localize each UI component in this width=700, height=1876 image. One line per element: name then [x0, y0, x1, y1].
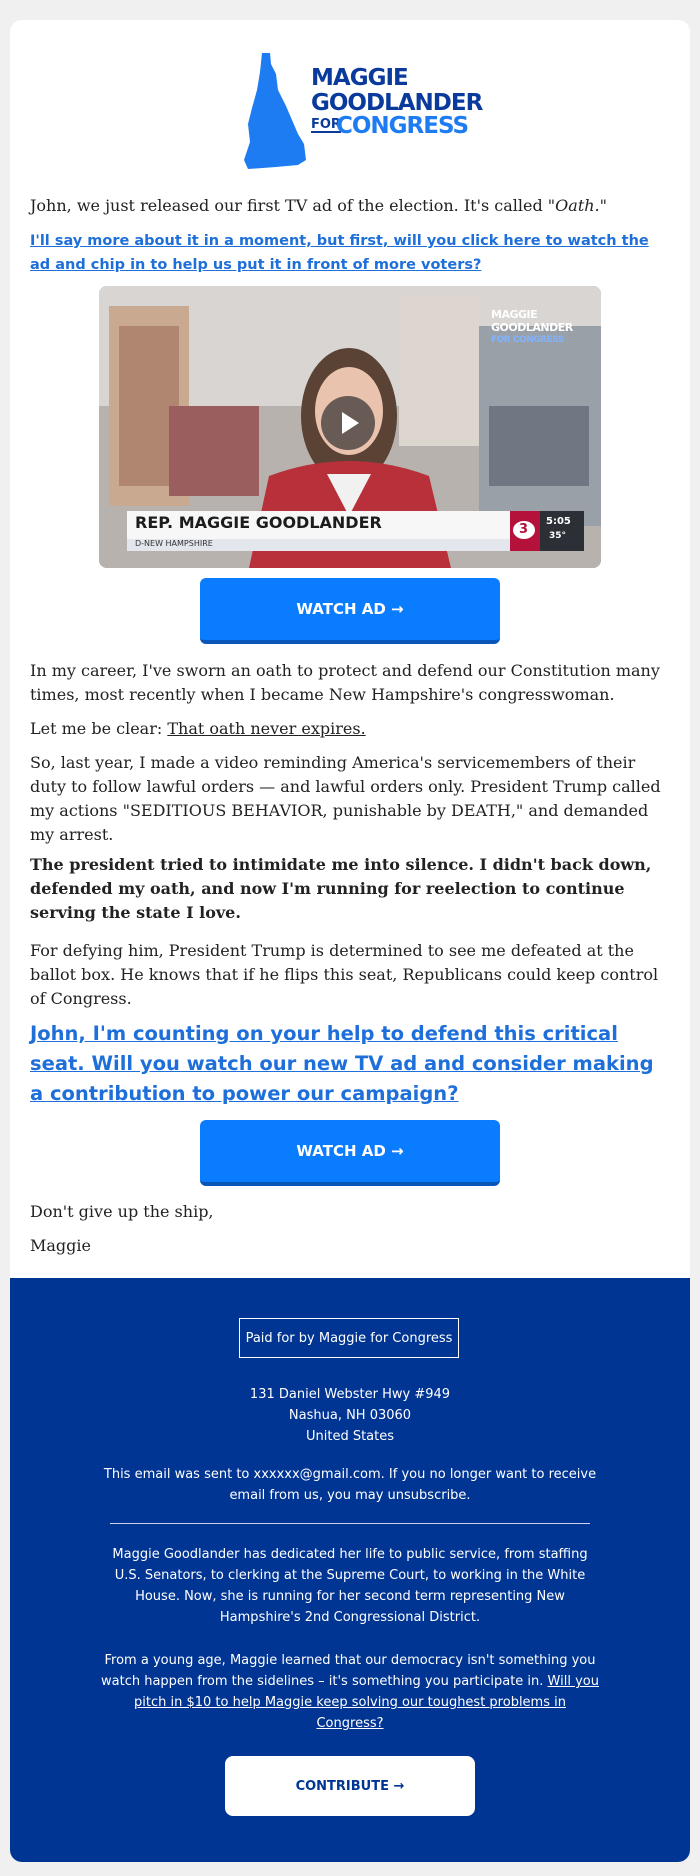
signoff: Don't give up the ship,	[30, 1202, 214, 1221]
watch-ad-button-2[interactable]: WATCH AD →	[200, 1120, 500, 1186]
paragraph-video: So, last year, I made a video reminding America's servicemembers of their duty to follow lawful orders — and lawful orders only. President Trump called my actions "SEDITIOUS BEHAVIOR, punishable by DEATH," and demanded my arrest.	[30, 753, 661, 844]
paragraph-career: In my career, I've sworn an oath to protect and defend our Constitution many times, most recently when I became New Hampshire's congresswoman.	[30, 661, 660, 704]
address-line-1: 131 Daniel Webster Hwy #949	[249, 1387, 451, 1402]
play-button[interactable]	[321, 396, 375, 450]
signature: Maggie	[30, 1236, 91, 1255]
paid-for-box: Paid for by Maggie for Congress	[239, 1318, 459, 1358]
paragraph-bold: The president tried to intimidate me into silence. I didn't back down, defended my oath, and now I'm running for reelection to continue serving the state I love.	[30, 855, 652, 922]
logo-line-maggie: MAGGIE	[311, 65, 408, 91]
paragraph-clear-text: Let me be clear:	[30, 719, 168, 738]
watch-ad-button-1[interactable]: WATCH AD →	[200, 578, 500, 644]
broadcast-temp: 35°	[549, 531, 567, 541]
watermark-line-3: FOR CONGRESS	[491, 335, 564, 345]
cta-paragraph-2	[30, 1019, 670, 1109]
video-thumbnail[interactable]	[99, 286, 601, 568]
contribute-button[interactable]: CONTRIBUTE →	[225, 1756, 475, 1816]
watermark-line-2: GOODLANDER	[491, 321, 573, 334]
intro-text: John, we just released our first TV ad of the election. It's called	[30, 196, 548, 215]
logo-congress: CONGRESS	[336, 113, 469, 139]
pitch-text: From a young age, Maggie learned that our democracy isn't something you watch happen from the sidelines – it's something you participate in.	[101, 1653, 596, 1689]
pitch-paragraph	[100, 1650, 600, 1734]
broadcast-time: 5:05	[546, 516, 571, 527]
footer-divider	[110, 1523, 590, 1524]
watch-and-donate-link[interactable]: I'll say more about it in a moment, but first, will you click here to watch the ad and chip in to help us put it in front of more voters?	[30, 233, 649, 273]
address-line-3: United States	[305, 1429, 395, 1444]
logo-line-goodlander: GOODLANDER	[311, 90, 483, 116]
intro-paragraph	[30, 194, 670, 218]
ad-title: "Oath."	[547, 196, 607, 215]
address-line-2: Nashua, NH 03060	[288, 1408, 412, 1423]
bio-paragraph: Maggie Goodlander has dedicated her life to public service, from staffing U.S. Senators, to clerking at the Supreme Court, to working in the White House. Now, she is running for her second term representing New Hampshire's 2nd Congressional District.	[112, 1547, 588, 1625]
lower-third-name: REP. MAGGIE GOODLANDER	[135, 513, 382, 532]
email-card	[10, 20, 690, 1862]
new-hampshire-map-icon	[240, 50, 310, 170]
paragraph-clear	[30, 717, 670, 741]
oath-never-expires: That oath never expires.	[167, 719, 366, 738]
pitch-in-link[interactable]: Will you pitch in $10 to help Maggie keep solving our toughest problems in Congress?	[134, 1674, 599, 1731]
cta-paragraph-1	[30, 228, 670, 276]
footer	[10, 1278, 690, 1862]
campaign-logo[interactable]	[240, 50, 483, 170]
lower-third-sub: D-NEW HAMPSHIRE	[135, 539, 213, 548]
play-icon	[321, 396, 375, 450]
paragraph-defying: For defying him, President Trump is determined to see me defeated at the ballot box. He knows that if he flips this seat, Republicans could keep control of Congress.	[30, 941, 659, 1008]
cbs-eye-icon	[513, 521, 535, 539]
channel-number: 3	[519, 522, 529, 537]
watermark-line-1: MAGGIE	[491, 308, 538, 321]
unsubscribe-notice[interactable]: This email was sent to xxxxxx@gmail.com. If you no longer want to receive email from us, you may unsubscribe.	[103, 1467, 597, 1503]
logo-for: FOR	[311, 117, 341, 132]
counting-on-you-link[interactable]: John, I'm counting on your help to defend this critical seat. Will you watch our new TV ad and consider making a contribution to power our campaign?	[30, 1022, 654, 1105]
video-watermark	[491, 308, 573, 347]
